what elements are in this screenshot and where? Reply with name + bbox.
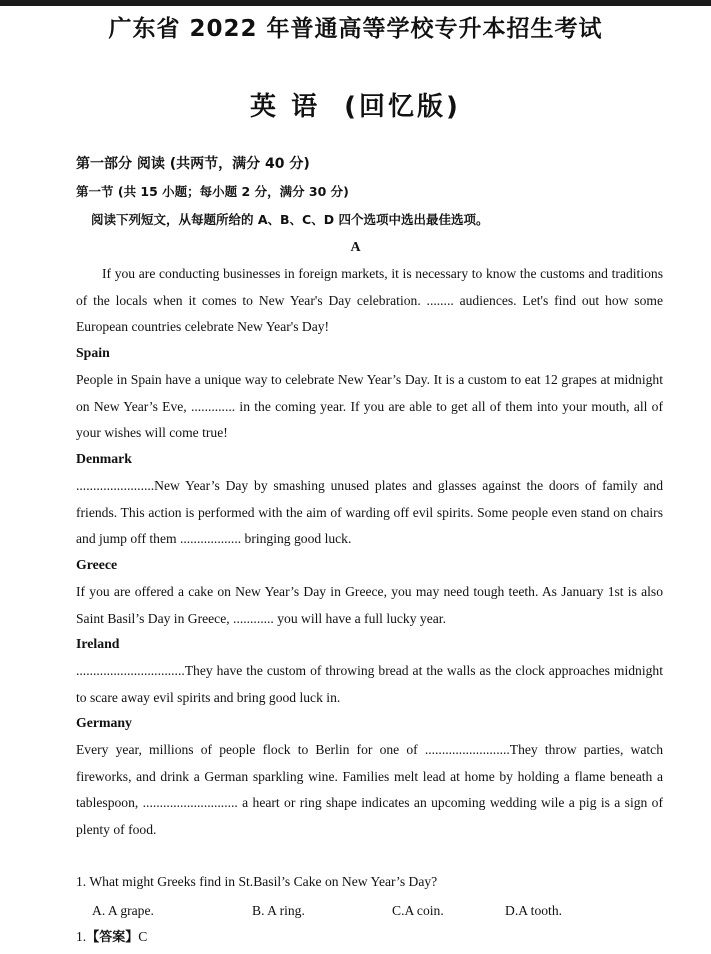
subject-title bbox=[0, 86, 711, 123]
country-paragraph: ................................They have the custom of throwing bread at the walls as the clock approaches midnight to scare away evil spirits and bring good luck in. bbox=[76, 663, 663, 705]
country-paragraph: Every year, millions of people flock to Berlin for one of .........................They throw parties, watch fireworks, and drink a German sparkling wine. Families melt lead at home by holding a flame beneath a tablespoon, ............................ a heart or ring shape indicates an upcoming wedding wile a pig is a sign of plenty of food. bbox=[76, 742, 663, 837]
country-paragraph: .......................New Year’s Day by smashing unused plates and glasses against the doors of family and friends. This action is performed with the aim of warding off evil spirits. Some people even stand on chairs and jump off them .................. bringing good luck. bbox=[76, 478, 663, 546]
passage-intro: If you are conducting businesses in foreign markets, it is necessary to know the customs and traditions of the locals when it comes to New Year's Day celebration. ........ audiences. Let's find out how some European countries celebrate New Year's Day! bbox=[76, 266, 663, 334]
answer-value: C bbox=[138, 929, 148, 944]
exam-title: 广东省 2022 年普通高等学校专升本招生考试 bbox=[108, 16, 603, 42]
answer-number: 1. bbox=[76, 929, 87, 944]
country-heading: Ireland bbox=[76, 636, 120, 651]
passage-label: A bbox=[350, 240, 361, 255]
country-heading: Greece bbox=[76, 557, 118, 572]
answer-line bbox=[76, 926, 147, 945]
top-border-bar bbox=[0, 0, 711, 6]
country-heading: Germany bbox=[76, 715, 132, 730]
section-heading: 第一节 (共 15 小题；每小题 2 分，满分 30 分) bbox=[76, 184, 349, 199]
country-heading: Spain bbox=[76, 345, 110, 360]
answer-tag: 【答案】 bbox=[86, 930, 139, 945]
country-paragraph: People in Spain have a unique way to celebrate New Year’s Day. It is a custom to eat 12 grapes at midnight on New Year’s Eve, ............. in the coming year. If you are able to get all of them into your mouth, all of your wishes will come true! bbox=[76, 372, 663, 440]
country-paragraph: If you are offered a cake on New Year’s Day in Greece, you may need tough teeth. As January 1st is also Saint Basil’s Day in Greece, ............ you will have a full lucky year. bbox=[76, 584, 663, 626]
option-a: A. A grape. bbox=[92, 903, 154, 918]
part-heading: 第一部分 阅读 (共两节，满分 40 分) bbox=[76, 156, 310, 172]
option-b: B. A ring. bbox=[252, 903, 305, 918]
version-label: (回忆版) bbox=[344, 92, 461, 122]
subject-name: 英 语 bbox=[250, 92, 321, 122]
option-d: D.A tooth. bbox=[505, 903, 563, 918]
question-stem: 1. What might Greeks find in St.Basil’s Cake on New Year’s Day? bbox=[76, 874, 438, 889]
country-heading: Denmark bbox=[76, 451, 132, 466]
option-c: C.A coin. bbox=[392, 903, 444, 918]
instruction-text: 阅读下列短文，从每题所给的 A、B、C、D 四个选项中选出最佳选项。 bbox=[91, 212, 489, 227]
